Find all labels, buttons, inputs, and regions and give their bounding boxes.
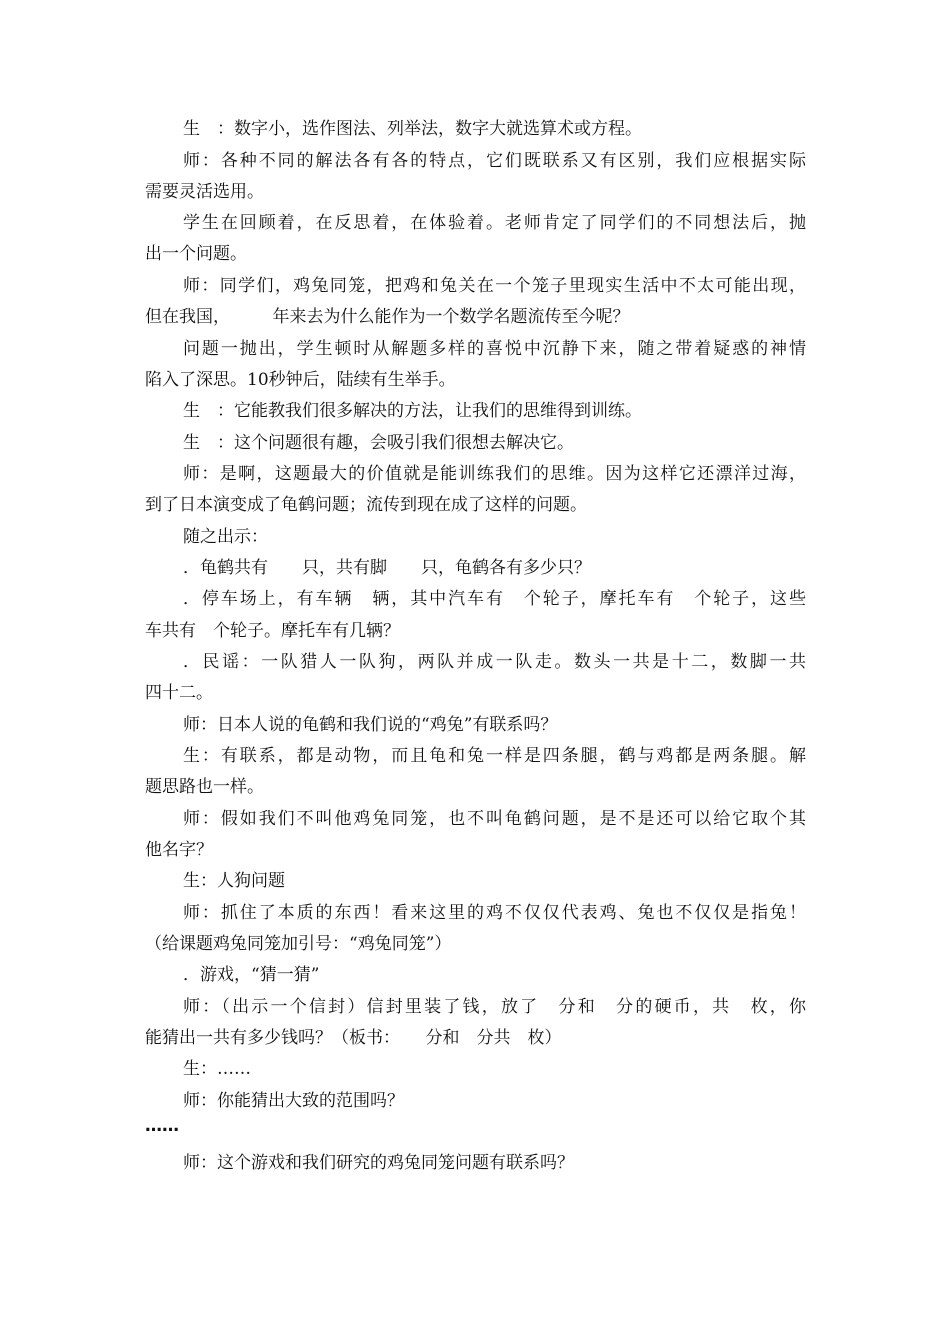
dialogue-line: 师：这个游戏和我们研究的鸡兔同笼问题有联系吗？ [183, 1153, 574, 1173]
dialogue-line: 生 ：这个问题很有趣，会吸引我们很想去解决它。 [183, 433, 574, 453]
dialogue-line: 生：…… [183, 1059, 251, 1079]
narration-line-continuation: 陷入了深思。10秒钟后，陆续有生举手。 [145, 370, 456, 390]
dialogue-line: 生：人狗问题 [183, 871, 285, 891]
dialogue-line-continuation: 能猜出一共有多少钱吗？（板书： 分和 分共 枚） [145, 1028, 562, 1048]
narration-line-continuation: 出一个问题。 [145, 244, 247, 264]
problem-item-continuation: 四十二。 [145, 683, 213, 703]
problem-item: ．龟鹤共有 只，共有脚 只，龟鹤各有多少只？ [183, 558, 591, 578]
dialogue-line: 师：你能猜出大致的范围吗？ [183, 1091, 404, 1111]
dialogue-line-continuation: 他名字？ [145, 840, 213, 860]
problem-item-continuation: 车共有 个轮子。摩托车有几辆？ [145, 621, 400, 641]
dialogue-line: 师：抓住了本质的东西！看来这里的鸡不仅仅代表鸡、兔也不仅仅是指兔！ [183, 903, 806, 923]
dialogue-line: 师：假如我们不叫他鸡兔同笼，也不叫龟鹤问题，是不是还可以给它取个其 [183, 809, 806, 829]
narration-line: 问题一抛出，学生顿时从解题多样的喜悦中沉静下来，随之带着疑惑的神情 [183, 339, 806, 359]
problem-item: ．民谣：一队猎人一队狗，两队并成一队走。数头一共是十二，数脚一共 [183, 652, 806, 672]
dialogue-line-continuation: （给课题鸡兔同笼加引号：“鸡兔同笼”） [145, 934, 452, 954]
dialogue-line: 师：同学们，鸡兔同笼，把鸡和兔关在一个笼子里现实生活中不太可能出现， [183, 276, 806, 296]
dialogue-line: 生 ：数字小，选作图法、列举法，数字大就选算术或方程。 [183, 119, 642, 139]
problem-item: ．停车场上，有车辆 辆，其中汽车有 个轮子，摩托车有 个轮子，这些 [183, 589, 806, 609]
narration-line: 学生在回顾着，在反思着，在体验着。老师肯定了同学们的不同想法后，抛 [183, 213, 806, 233]
dialogue-line-continuation: 题思路也一样。 [145, 777, 264, 797]
activity-item: ．游戏，“猜一猜” [183, 965, 320, 985]
dialogue-line-continuation: 但在我国， 年来去为什么能作为一个数学名题流传至今呢？ [145, 307, 630, 327]
dialogue-line: 师：（出示一个信封）信封里装了钱，放了 分和 分的硬币，共 枚，你 [183, 997, 806, 1017]
dialogue-line: 师：是啊，这题最大的价值就是能训练我们的思维。因为这样它还漂洋过海， [183, 464, 806, 484]
dialogue-line: 师：各种不同的解法各有各的特点，它们既联系又有区别，我们应根据实际 [183, 151, 806, 171]
dialogue-line: 生：有联系，都是动物，而且龟和兔一样是四条腿，鹤与鸡都是两条腿。解 [183, 746, 806, 766]
dialogue-line: 生 ：它能教我们很多解决的方法，让我们的思维得到训练。 [183, 401, 642, 421]
ellipsis-line: …… [145, 1116, 179, 1136]
dialogue-line-continuation: 到了日本演变成了龟鹤问题；流传到现在成了这样的问题。 [145, 495, 587, 515]
narration-line: 随之出示： [183, 527, 268, 547]
dialogue-line-continuation: 需要灵活选用。 [145, 182, 264, 202]
dialogue-line: 师：日本人说的龟鹤和我们说的“鸡兔”有联系吗？ [183, 715, 558, 735]
